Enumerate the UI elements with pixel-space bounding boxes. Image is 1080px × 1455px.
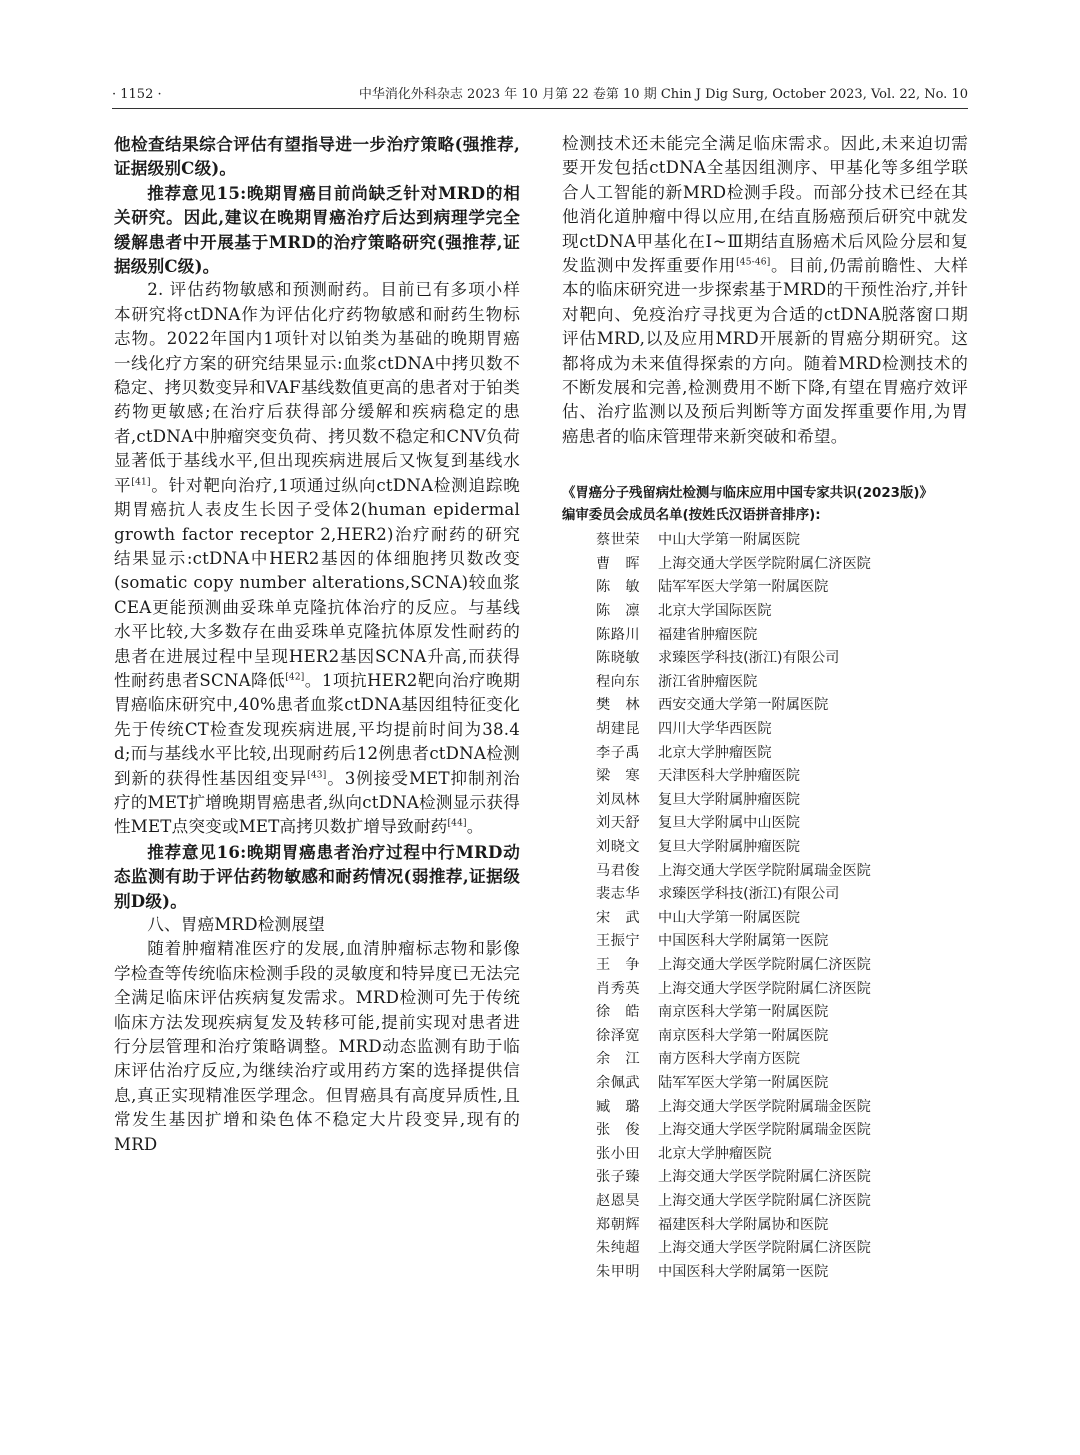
member-name: 张小田	[596, 1145, 641, 1162]
committee-member-row	[562, 1025, 968, 1049]
member-affiliation: 上海交通大学医学院附属仁济医院	[658, 555, 871, 572]
committee-member-row	[562, 1237, 968, 1261]
committee-member-row	[562, 1261, 968, 1285]
committee-member-row	[562, 836, 968, 860]
member-affiliation: 求臻医学科技(浙江)有限公司	[658, 650, 840, 667]
committee-subtitle: 编审委员会成员名单(按姓氏汉语拼音排序):	[562, 508, 821, 524]
left-column	[114, 132, 520, 1157]
committee-member-row	[562, 1119, 968, 1143]
committee-member-row	[562, 624, 968, 648]
recommendation-15: 推荐意见15:晚期胃癌目前尚缺乏针对MRD的相关研究。因此,建议在晚期胃癌治疗后达到病理学完全缓解患者中开展基于MRD的治疗策略研究(强推荐,证据级别C级)。	[114, 182, 520, 277]
member-name: 陈路川	[596, 626, 641, 643]
committee-member-row	[562, 860, 968, 884]
committee-member-row	[562, 576, 968, 600]
member-affiliation: 中山大学第一附属医院	[658, 909, 800, 926]
committee-member-row	[562, 930, 968, 954]
member-name: 陈晓敏	[596, 650, 641, 667]
member-affiliation: 福建省肿瘤医院	[658, 626, 758, 643]
member-name: 郑朝辉	[596, 1216, 641, 1233]
member-affiliation: 上海交通大学医学院附属仁济医院	[658, 980, 871, 997]
member-affiliation: 复旦大学附属中山医院	[658, 815, 800, 832]
citation-43: [43]	[307, 770, 327, 781]
member-affiliation: 求臻医学科技(浙江)有限公司	[658, 886, 840, 903]
committee-member-row	[562, 1001, 968, 1025]
committee-member-row	[562, 553, 968, 577]
member-name: 裴志华	[596, 886, 641, 903]
member-affiliation: 西安交通大学第一附属医院	[658, 697, 829, 714]
member-name: 臧 璐	[596, 1098, 641, 1115]
member-affiliation: 陆军军医大学第一附属医院	[658, 1074, 829, 1091]
committee-member-row	[562, 765, 968, 789]
citation-42: [42]	[285, 672, 305, 683]
member-affiliation: 上海交通大学医学院附属瑞金医院	[658, 1122, 871, 1139]
member-affiliation: 中山大学第一附属医院	[658, 532, 800, 549]
committee-member-row	[562, 789, 968, 813]
member-affiliation: 上海交通大学医学院附属瑞金医院	[658, 1098, 871, 1115]
outlook-paragraph-continued: 检测技术还未能完全满足临床需求。因此,未来迫切需要开发包括ctDNA全基因组测序、甲基化等多组学联合人工智能的新MRD检测手段。而部分技术已经在其他消化道肿瘤中得以应用,在结直肠癌预后研究中就发现ctDNA甲基化在Ⅰ~Ⅲ期结直肠癌术后风险分层和复发监测中发挥重要作用[45-46]。目前,仍需前瞻性、大样本的临床研究进一步探索基于MRD的干预性治疗,并针对靶向、免疫治疗寻找更为合适的ctDNA脱落窗口期评估MRD,以及应用MRD开展新的胃癌分期研究。这都将成为未来值得探索的方向。随着MRD检测技术的不断发展和完善,检测费用不断下降,有望在胃癌疗效评估、治疗监测以及预后判断等方面发挥重要作用,为胃癌患者的临床管理带来新突破和希望。	[562, 134, 968, 446]
member-name: 刘天舒	[596, 815, 641, 832]
committee-member-row	[562, 978, 968, 1002]
member-name: 朱甲明	[596, 1263, 641, 1280]
committee-member-row	[562, 1048, 968, 1072]
member-name: 陈 凛	[596, 603, 641, 620]
committee-heading	[562, 483, 968, 527]
committee-member-row	[562, 600, 968, 624]
member-affiliation: 上海交通大学医学院附属仁济医院	[658, 1240, 871, 1257]
member-name: 徐泽宽	[596, 1027, 641, 1044]
member-name: 王振宁	[596, 933, 641, 950]
member-affiliation: 中国医科大学附属第一医院	[658, 933, 829, 950]
member-name: 陈 敏	[596, 579, 641, 596]
member-name: 李子禹	[596, 744, 641, 761]
recommendation-16: 推荐意见16:晚期胃癌患者治疗过程中行MRD动态监测有助于评估药物敏感和耐药情况(弱推荐,证据级别D级)。	[114, 841, 520, 911]
member-name: 余佩武	[596, 1074, 641, 1091]
committee-member-row	[562, 718, 968, 742]
journal-citation: 中华消化外科杂志 2023 年 10 月第 22 卷第 10 期 Chin J Dig Surg, October 2023, Vol. 22, No. 10	[358, 87, 968, 102]
committee-member-row	[562, 529, 968, 553]
committee-member-row	[562, 954, 968, 978]
citation-45-46: [45-46]	[736, 257, 771, 268]
member-name: 程向东	[596, 673, 641, 690]
committee-member-list	[562, 529, 968, 1284]
member-name: 张子臻	[596, 1169, 641, 1186]
member-name: 宋 武	[596, 909, 641, 926]
member-affiliation: 上海交通大学医学院附属仁济医院	[658, 956, 871, 973]
member-affiliation: 南方医科大学南方医院	[658, 1051, 800, 1068]
committee-member-row	[562, 1190, 968, 1214]
committee-member-row	[562, 1214, 968, 1238]
member-name: 余 江	[596, 1051, 641, 1068]
member-name: 蔡世荣	[596, 532, 641, 549]
committee-member-row	[562, 671, 968, 695]
committee-member-row	[562, 883, 968, 907]
member-name: 刘晓文	[596, 839, 641, 855]
committee-title: 《胃癌分子残留病灶检测与临床应用中国专家共识(2023版)》	[562, 486, 933, 502]
member-name: 刘凤林	[596, 791, 641, 808]
member-name: 曹 晖	[596, 555, 641, 572]
member-name: 赵恩昊	[596, 1192, 641, 1209]
member-affiliation: 北京大学国际医院	[658, 603, 772, 620]
member-name: 王 争	[596, 956, 641, 973]
member-affiliation: 陆军军医大学第一附属医院	[658, 579, 829, 596]
committee-member-row	[562, 1166, 968, 1190]
member-name: 梁 寒	[596, 768, 641, 785]
drug-sensitivity-paragraph: 2. 评估药物敏感和预测耐药。目前已有多项小样本研究将ctDNA作为评估化疗药物敏感和耐药生物标志物。2022年国内1项针对以铂类为基础的晚期胃癌一线化疗方案的研究结果显示:血浆ctDNA中拷贝数不稳定、拷贝数变异和VAF基线数值更高的患者对于铂类药物更敏感;在治疗后获得部分缓解和疾病稳定的患者,ctDNA中肿瘤突变负荷、拷贝数不稳定和CNV负荷显著低于基线水平,但出现疾病进展后又恢复到基线水平[41]。针对靶向治疗,1项通过纵向ctDNA检测追踪晚期胃癌抗人表皮生长因子受体2(human epidermal growth factor receptor 2,HER2)治疗耐药的研究结果显示:ctDNA中HER2基因的体细胞拷贝数改变(somatic copy number alterations,SCNA)较血浆CEA更能预测曲妥珠单克隆抗体治疗的反应。与基线水平比较,大多数存在曲妥珠单克隆抗体原发性耐药的患者在进展过程中呈现HER2基因SCNA升高,而获得性耐药患者SCNA降低[42]。1项抗HER2靶向治疗晚期胃癌临床研究中,40%患者血浆ctDNA基因组特征变化先于传统CT检查发现疾病进展,平均提前时间为38.4 d;而与基线水平比较,出现耐药后12例患者ctDNA检测到新的获得性基因组变异[43]。3例接受MET抑制剂治疗的MET扩增晚期胃癌患者,纵向ctDNA检测显示获得性MET点突变或MET高拷贝数扩增导致耐药[44]。	[114, 280, 521, 837]
committee-member-row	[562, 1143, 968, 1167]
member-affiliation: 北京大学肿瘤医院	[658, 744, 772, 761]
committee-member-row	[562, 1096, 968, 1120]
member-affiliation: 四川大学华西医院	[658, 721, 772, 738]
citation-44: [44]	[447, 818, 467, 829]
recommendation-14-tail: 他检查结果综合评估有望指导进一步治疗策略(强推荐,证据级别C级)。	[114, 134, 520, 179]
committee-member-row	[562, 812, 968, 836]
committee-member-row	[562, 907, 968, 931]
committee-member-row	[562, 694, 968, 718]
member-affiliation: 上海交通大学医学院附属仁济医院	[658, 1169, 871, 1186]
page-header	[112, 84, 968, 109]
member-affiliation: 中国医科大学附属第一医院	[658, 1263, 829, 1280]
committee-member-row	[562, 647, 968, 671]
member-name: 朱纯超	[596, 1240, 641, 1257]
member-affiliation: 上海交通大学医学院附属仁济医院	[658, 1192, 871, 1209]
member-affiliation: 浙江省肿瘤医院	[658, 673, 758, 690]
member-name: 肖秀英	[596, 980, 641, 997]
right-column	[562, 132, 968, 1284]
member-affiliation: 天津医科大学肿瘤医院	[658, 768, 800, 785]
citation-41: [41]	[131, 477, 151, 488]
member-name: 胡建昆	[596, 721, 641, 738]
member-affiliation: 上海交通大学医学院附属瑞金医院	[658, 862, 871, 879]
member-affiliation: 北京大学肿瘤医院	[658, 1145, 772, 1162]
committee-member-row	[562, 742, 968, 766]
member-name: 徐 皓	[596, 1004, 641, 1021]
member-affiliation: 复旦大学附属肿瘤医院	[658, 791, 800, 808]
member-name: 张 俊	[596, 1122, 641, 1139]
member-affiliation: 南京医科大学第一附属医院	[658, 1027, 829, 1044]
page-number: · 1152 ·	[112, 87, 162, 102]
member-name: 马君俊	[596, 862, 641, 879]
member-affiliation: 福建医科大学附属协和医院	[658, 1216, 829, 1233]
section-heading-outlook: 八、胃癌MRD检测展望	[147, 915, 325, 934]
member-name: 樊 林	[596, 697, 641, 714]
member-affiliation: 南京医科大学第一附属医院	[658, 1004, 829, 1021]
member-affiliation: 复旦大学附属肿瘤医院	[658, 839, 800, 855]
outlook-paragraph: 随着肿瘤精准医疗的发展,血清肿瘤标志物和影像学检查等传统临床检测手段的灵敏度和特异度已无法完全满足临床评估疾病复发需求。MRD检测可先于传统临床方法发现疾病复发及转移可能,提前实现对患者进行分层管理和治疗策略调整。MRD动态监测有助于临床评估治疗反应,为继续治疗或用药方案的选择提供信息,真正实现精准医学理念。但胃癌具有高度异质性,且常发生基因扩增和染色体不稳定大片段变异,现有的MRD	[114, 939, 520, 1154]
committee-member-row	[562, 1072, 968, 1096]
